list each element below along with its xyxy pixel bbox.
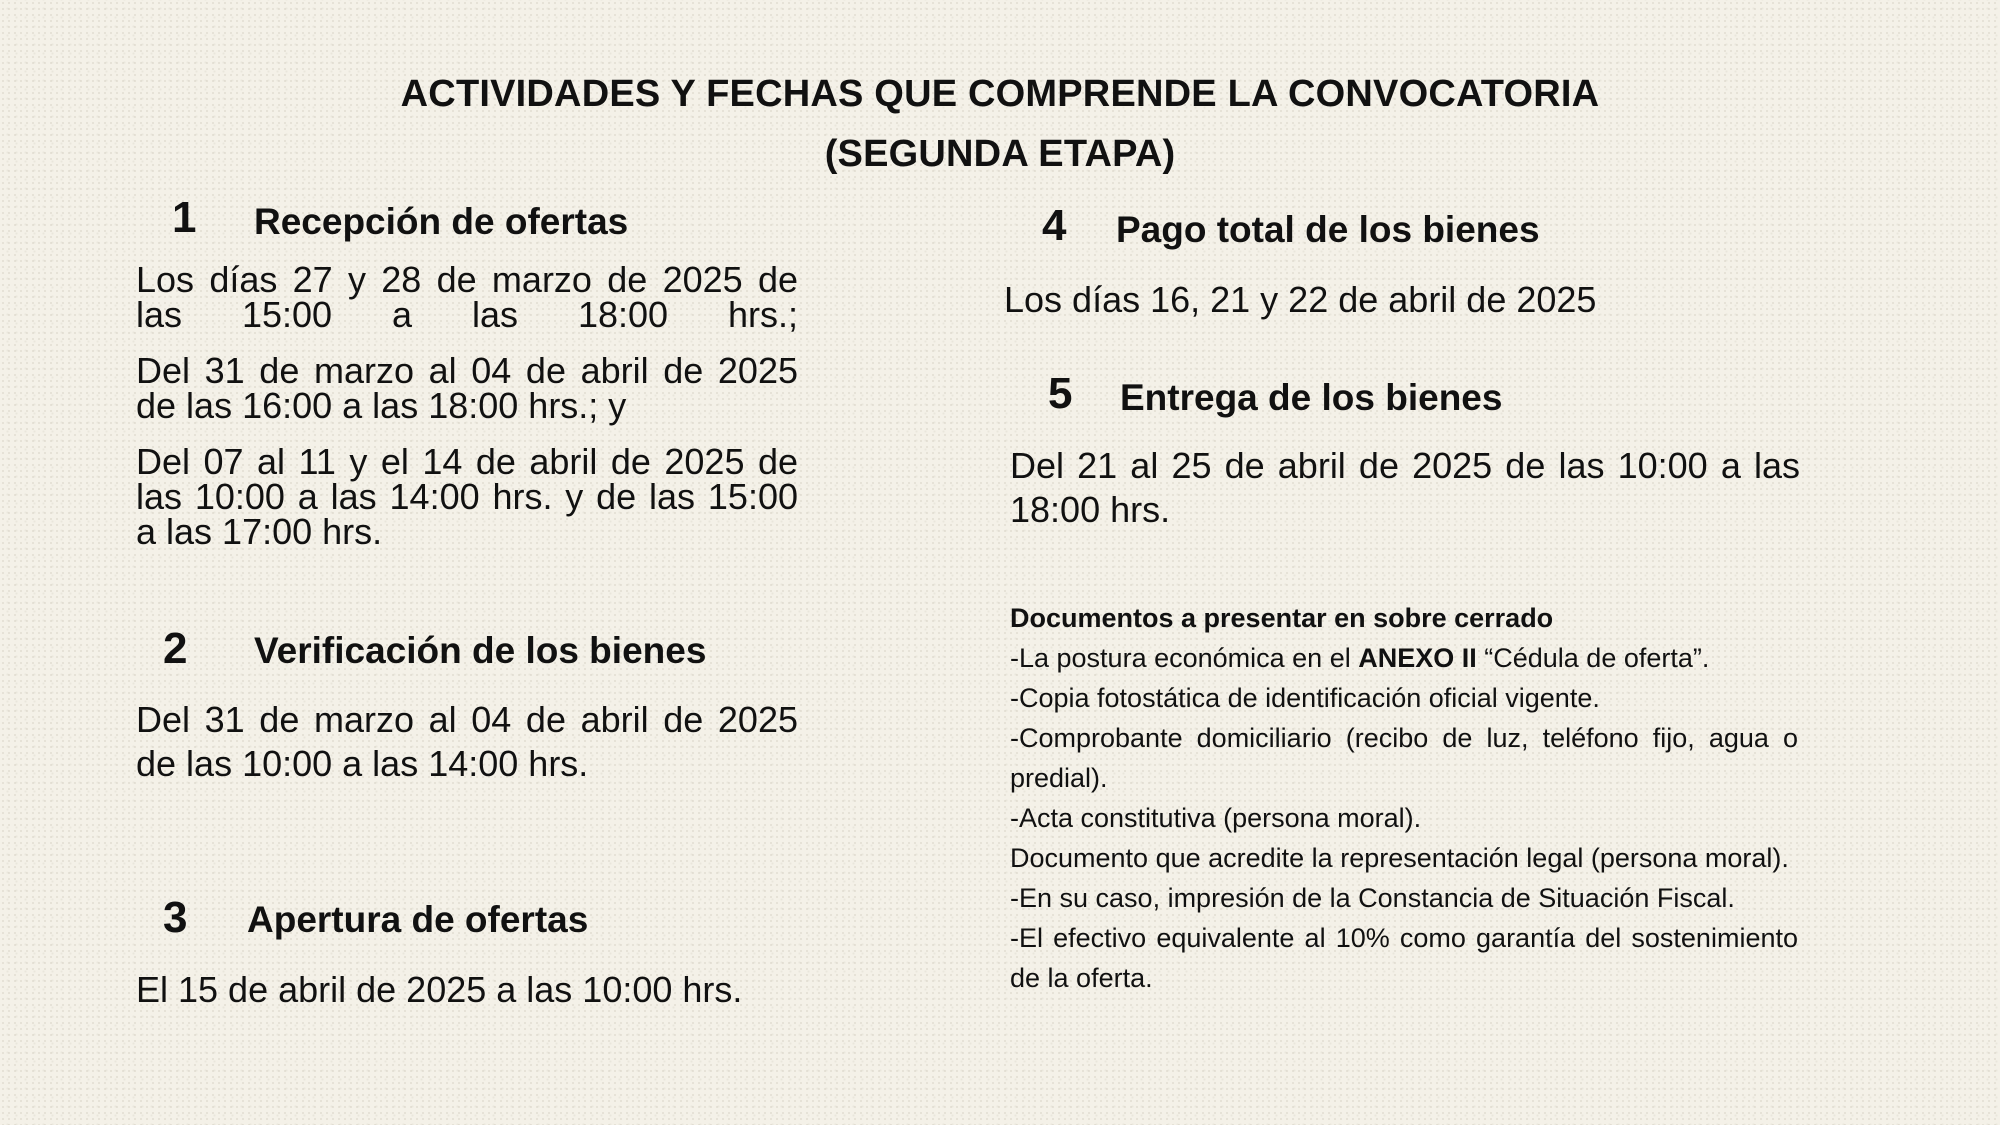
section-2-heading: Verificación de los bienes	[254, 630, 707, 671]
documents-item-7: -El efectivo equivalente al 10% como garantía del sostenimiento de la oferta.	[1010, 923, 1798, 993]
documents-item-5: Documento que acredite la representación legal (persona moral).	[1010, 843, 1789, 873]
section-3-number: 3	[163, 893, 188, 942]
section-2-paragraph: Del 31 de marzo al 04 de abril de 2025 de las 10:00 a las 14:00 hrs.	[136, 699, 798, 784]
section-1-number: 1	[172, 193, 197, 242]
section-4-paragraph: Los días 16, 21 y 22 de abril de 2025	[1004, 279, 1597, 320]
title-line-1: ACTIVIDADES Y FECHAS QUE COMPRENDE LA CONVOCATORIA	[400, 73, 1600, 115]
documents-item-3: -Comprobante domiciliario (recibo de luz, teléfono fijo, agua o predial).	[1010, 723, 1798, 793]
section-4-number: 4	[1042, 201, 1067, 250]
section-3-heading: Apertura de ofertas	[247, 899, 589, 940]
section-5-heading: Entrega de los bienes	[1120, 377, 1503, 418]
section-4-heading: Pago total de los bienes	[1116, 209, 1540, 250]
section-5-paragraph: Del 21 al 25 de abril de 2025 de las 10:00 a las 18:00 hrs.	[1010, 445, 1800, 530]
documents-item-1-bold: ANEXO II	[1358, 643, 1477, 673]
section-3-paragraph: El 15 de abril de 2025 a las 10:00 hrs.	[136, 969, 743, 1010]
documents-heading: Documentos a presentar en sobre cerrado	[1010, 603, 1554, 633]
page-title	[0, 64, 2000, 184]
section-5-number: 5	[1048, 369, 1073, 418]
section-1-heading: Recepción de ofertas	[254, 201, 629, 242]
documents-item-6: -En su caso, impresión de la Constancia de Situación Fiscal.	[1010, 883, 1735, 913]
documents-item-2: -Copia fotostática de identificación oficial vigente.	[1010, 683, 1600, 713]
documents-item-1	[1010, 638, 1798, 678]
documents-item-1-suffix: “Cédula de oferta”.	[1476, 643, 1710, 673]
section-1-paragraph-3: Del 07 al 11 y el 14 de abril de 2025 de las 10:00 a las 14:00 hrs. y de las 15:00 a las 17:00 hrs.	[136, 441, 798, 552]
documents-item-1-prefix: -La postura económica en el	[1010, 643, 1359, 673]
section-2-number: 2	[163, 624, 188, 673]
documents-block	[1010, 598, 1798, 998]
title-line-2: (SEGUNDA ETAPA)	[824, 133, 1176, 175]
documents-item-4: -Acta constitutiva (persona moral).	[1010, 803, 1422, 833]
section-1-paragraph-1: Los días 27 y 28 de marzo de 2025 de las 15:00 a las 18:00 hrs.;	[136, 259, 798, 335]
section-1-paragraph-2: Del 31 de marzo al 04 de abril de 2025 de las 16:00 a las 18:00 hrs.; y	[136, 350, 798, 426]
